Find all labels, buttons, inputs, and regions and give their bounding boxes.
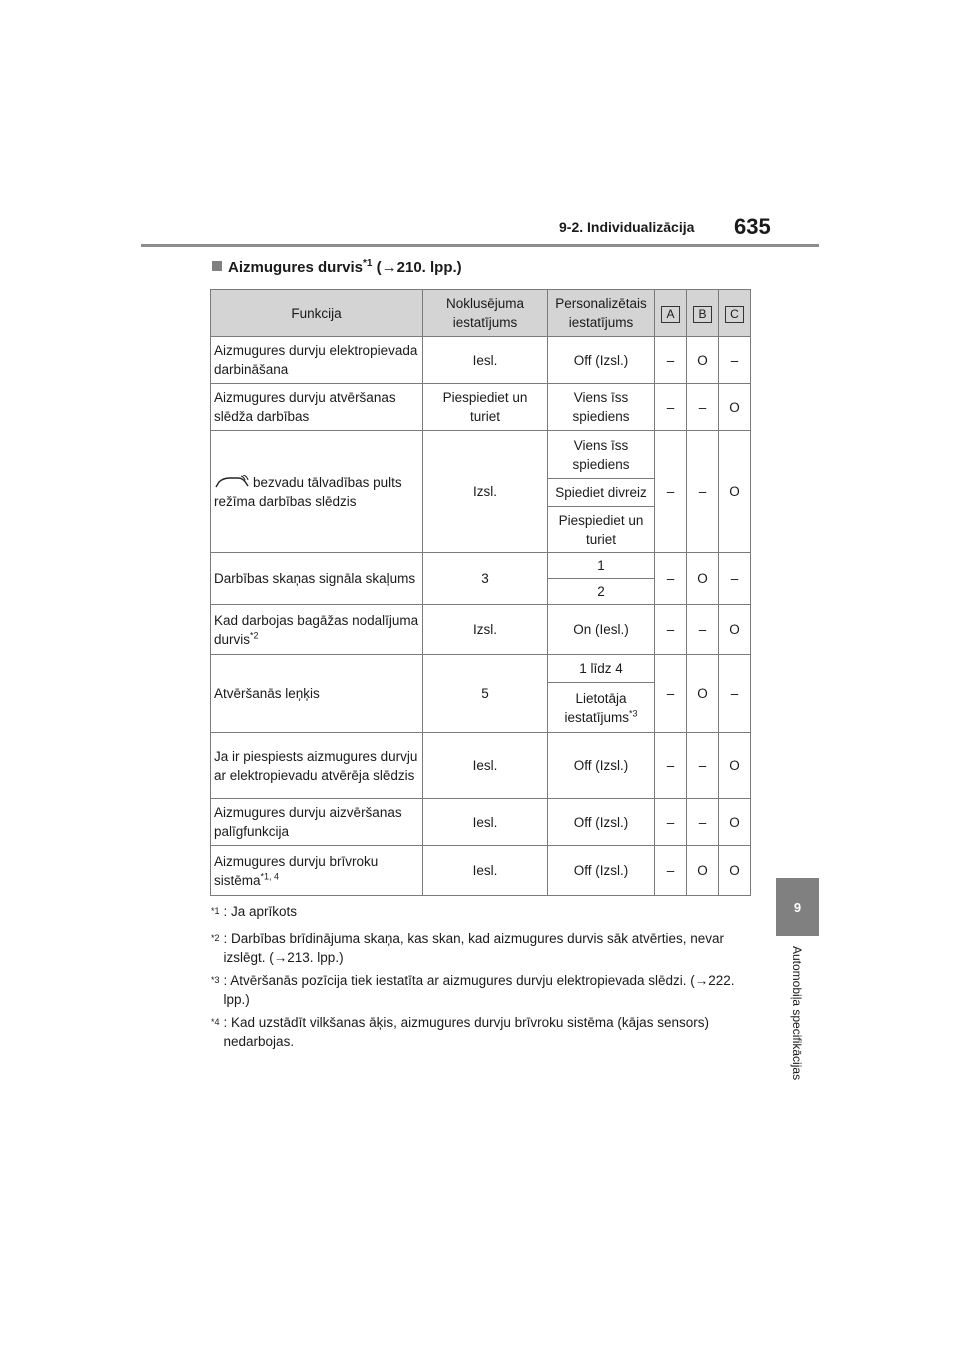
- cell-a: –: [655, 605, 687, 655]
- header-divider: [141, 244, 819, 247]
- cell-function-text: Aizmugures durvju brīvroku sistēma: [214, 853, 379, 888]
- cell-a: –: [655, 846, 687, 896]
- cell-function: [211, 431, 423, 553]
- footnotes: [211, 902, 751, 1055]
- chapter-number: 9: [793, 899, 802, 915]
- header-a: [655, 290, 687, 337]
- table-row: [211, 655, 751, 683]
- cell-custom: Viens īss spiediens: [548, 384, 655, 431]
- footnote-mark: [211, 902, 220, 925]
- table-row: [211, 384, 751, 431]
- cell-function: [211, 605, 423, 655]
- page-number: 635: [734, 214, 771, 239]
- settings-table: [210, 289, 751, 896]
- footnote-mark-sup: *3: [211, 974, 220, 985]
- cell-custom: Off (Izsl.): [548, 337, 655, 384]
- footnote-text: : Atvēršanās pozīcija tiek iestatīta ar aizmugures durvju elektropievada slēdzi. (→222. lpp.): [223, 972, 735, 1007]
- cell-default: Iesl.: [423, 799, 548, 846]
- cell-function: [211, 846, 423, 896]
- table-header-row: [211, 290, 751, 337]
- cell-default: Izsl.: [423, 605, 548, 655]
- cell-custom: Off (Izsl.): [548, 799, 655, 846]
- cell-default: Iesl.: [423, 846, 548, 896]
- cell-c: –: [719, 553, 751, 605]
- footnote-mark: [211, 1013, 220, 1051]
- cell-b: O: [687, 846, 719, 896]
- footnote-mark: *3: [629, 708, 638, 718]
- cell-default: Iesl.: [423, 733, 548, 799]
- footnote-mark: [211, 971, 220, 1009]
- cell-custom: 1 līdz 4: [548, 655, 655, 683]
- table-row: [211, 337, 751, 384]
- cell-b: –: [687, 733, 719, 799]
- cell-a: –: [655, 799, 687, 846]
- table-row: [211, 799, 751, 846]
- cell-function: Aizmugures durvju aizvēršanas palīgfunkcija: [211, 799, 423, 846]
- header-function: Funkcija: [211, 290, 423, 337]
- cell-custom: 1: [548, 553, 655, 579]
- cell-a: –: [655, 733, 687, 799]
- square-bullet-icon: [212, 261, 222, 271]
- table-row: [211, 605, 751, 655]
- heading-page-ref: (→210. lpp.): [376, 259, 462, 276]
- cell-custom: Piespiediet un turiet: [548, 507, 655, 553]
- header-default: Noklusējuma iestatījums: [423, 290, 548, 337]
- chapter-label: [775, 946, 819, 1126]
- cell-b: –: [687, 605, 719, 655]
- cell-b: O: [687, 655, 719, 733]
- chapter-label-text: Automobiļa specifikācijas: [790, 946, 804, 1081]
- cell-default: 5: [423, 655, 548, 733]
- cell-custom-text: Lietotāja iestatījums: [564, 690, 629, 725]
- footnote: [211, 902, 751, 925]
- cell-b: O: [687, 337, 719, 384]
- cell-custom: Viens īss spiediens: [548, 431, 655, 479]
- car-remote-icon: [214, 475, 250, 489]
- cell-custom: Spiediet divreiz: [548, 479, 655, 507]
- section-heading: [212, 258, 462, 276]
- cell-default: Iesl.: [423, 337, 548, 384]
- heading-title: Aizmugures durvis: [228, 259, 364, 276]
- cell-c: O: [719, 799, 751, 846]
- header-c: [719, 290, 751, 337]
- cell-a: –: [655, 384, 687, 431]
- section-title: 9-2. Individualizācija: [559, 219, 695, 235]
- badge-c: C: [725, 306, 744, 323]
- cell-b: –: [687, 431, 719, 553]
- footnote-mark-sup: *1: [211, 906, 220, 916]
- cell-function: Atvēršanās leņķis: [211, 655, 423, 733]
- cell-b: –: [687, 799, 719, 846]
- cell-custom: Off (Izsl.): [548, 846, 655, 896]
- chapter-tab: [776, 878, 819, 936]
- cell-c: O: [719, 605, 751, 655]
- table-row: [211, 846, 751, 896]
- footnote-mark: *1, 4: [260, 871, 280, 881]
- cell-c: O: [719, 846, 751, 896]
- cell-c: –: [719, 337, 751, 384]
- footnote-mark: [211, 929, 220, 967]
- table-row: [211, 553, 751, 579]
- footnote-text: : Darbības brīdinājuma skaņa, kas skan, kad aizmugures durvis sāk atvērties, nevar izslēgt. (→213. lpp.): [223, 930, 724, 965]
- header-custom: Personalizētais iestatījums: [548, 290, 655, 337]
- table-row: [211, 733, 751, 799]
- cell-default: Piespiediet un turiet: [423, 384, 548, 431]
- cell-b: –: [687, 384, 719, 431]
- footnote-mark-sup: *2: [211, 932, 220, 943]
- heading-footnote-mark: *1: [363, 258, 373, 269]
- footnote: [211, 1013, 751, 1051]
- cell-a: –: [655, 553, 687, 605]
- cell-c: O: [719, 431, 751, 553]
- table-row: [211, 431, 751, 479]
- cell-c: –: [719, 655, 751, 733]
- cell-c: O: [719, 733, 751, 799]
- cell-a: –: [655, 337, 687, 384]
- footnote-text: : Ja aprīkots: [223, 904, 298, 919]
- cell-custom: [548, 683, 655, 733]
- cell-custom: On (Iesl.): [548, 605, 655, 655]
- cell-default: Izsl.: [423, 431, 548, 553]
- header-b: [687, 290, 719, 337]
- cell-function: Aizmugures durvju atvēršanas slēdža darbības: [211, 384, 423, 431]
- footnote: [211, 971, 751, 1009]
- cell-a: –: [655, 655, 687, 733]
- footnote-mark-sup: *4: [211, 1016, 220, 1027]
- cell-function: Aizmugures durvju elektropievada darbināšana: [211, 337, 423, 384]
- cell-custom: 2: [548, 579, 655, 605]
- cell-function-text: bezvadu tālvadības pults režīma darbības slēdzis: [214, 474, 402, 509]
- cell-function: Darbības skaņas signāla skaļums: [211, 553, 423, 605]
- cell-custom: Off (Izsl.): [548, 733, 655, 799]
- footnote-mark: *2: [250, 630, 259, 640]
- footnote: [211, 929, 751, 967]
- footnote-text: : Kad uzstādīt vilkšanas āķis, aizmugures durvju brīvroku sistēma (kājas sensors) nedarbojas.: [223, 1014, 709, 1049]
- cell-function: Ja ir piespiests aizmugures durvju ar elektropievadu atvērēja slēdzis: [211, 733, 423, 799]
- cell-default: 3: [423, 553, 548, 605]
- badge-b: B: [693, 306, 712, 323]
- badge-a: A: [661, 306, 680, 323]
- cell-b: O: [687, 553, 719, 605]
- cell-c: O: [719, 384, 751, 431]
- cell-function-text: Kad darbojas bagāžas nodalījuma durvis: [214, 612, 419, 647]
- cell-a: –: [655, 431, 687, 553]
